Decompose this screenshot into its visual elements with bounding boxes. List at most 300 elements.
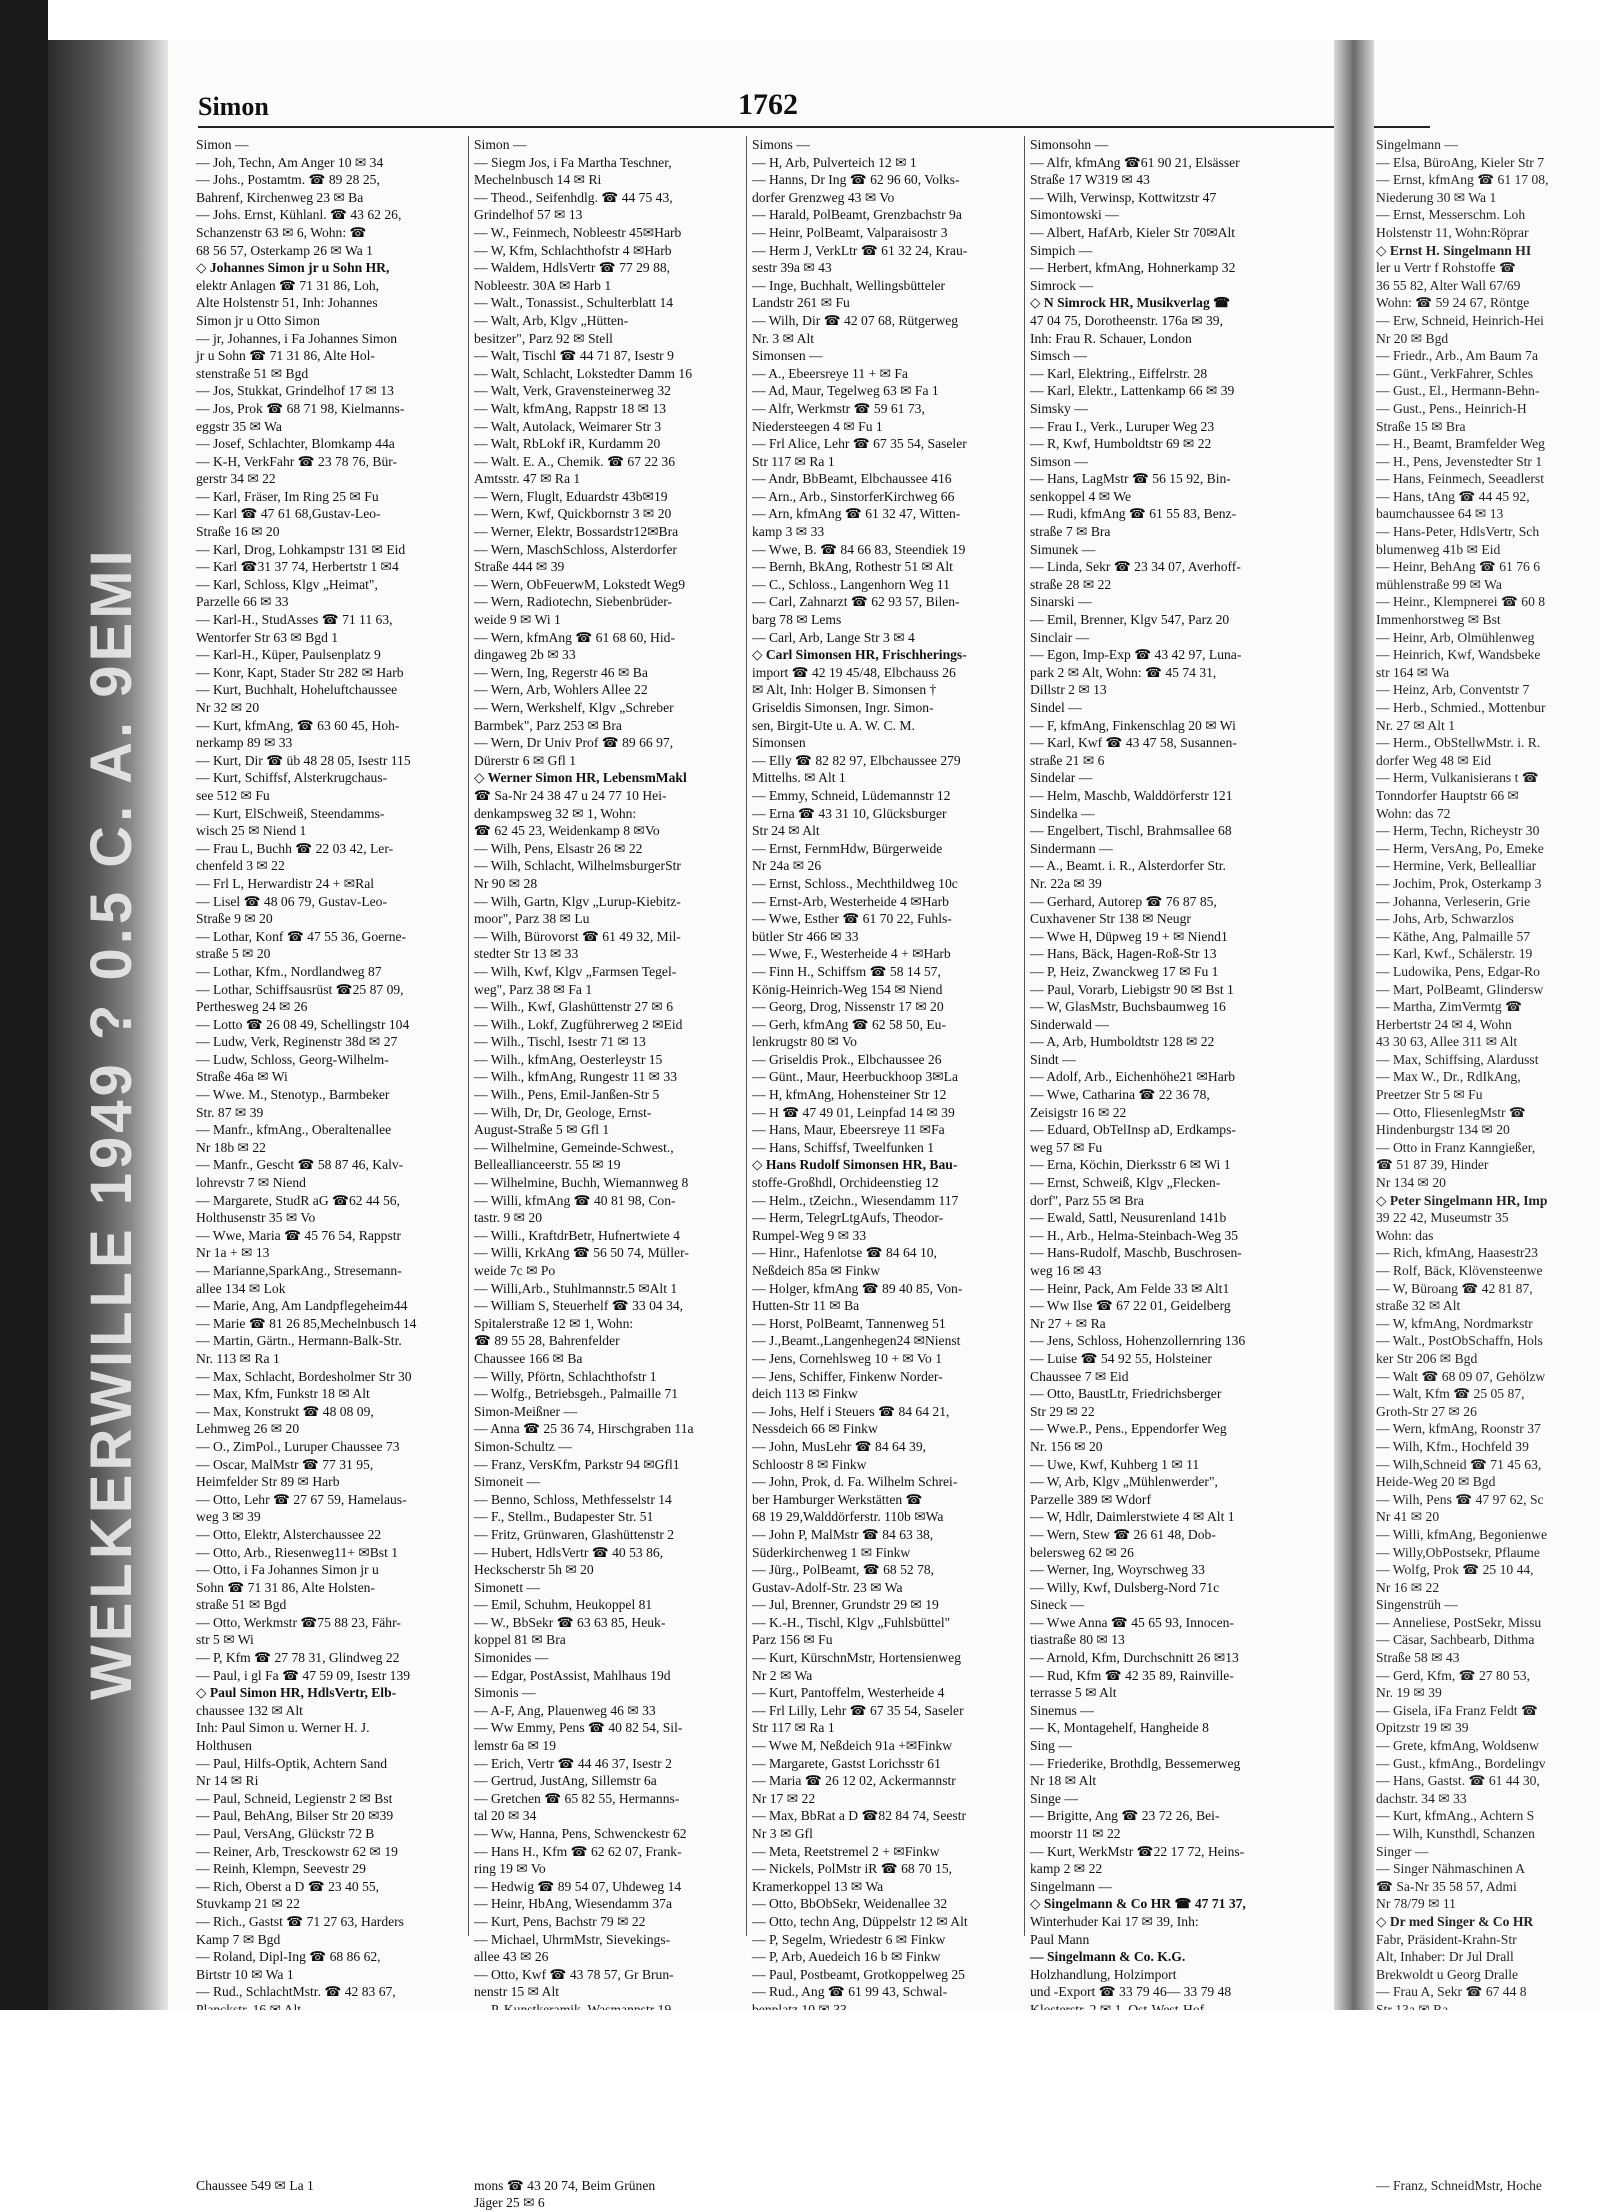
directory-entry: — Wilh, Pens, Elsastr 26 ✉ 22 xyxy=(474,840,643,856)
directory-entry: — Egon, Imp-Exp ☎ 43 42 97, Luna- xyxy=(1030,647,1242,663)
directory-entry: Simons — xyxy=(752,137,810,152)
directory-entry: Sinarski — xyxy=(1030,594,1092,610)
directory-entry: tastr. 9 ✉ 20 xyxy=(474,1210,543,1226)
directory-entry: stoffe-Großhdl, Orchideenstieg 12 xyxy=(752,1175,939,1191)
directory-entry: Wohn: das xyxy=(1376,1227,1434,1243)
directory-entry: August-Straße 5 ✉ Gfl 1 xyxy=(474,1122,610,1138)
directory-entry: — Franz, VersKfm, Parkstr 94 ✉Gfl1 xyxy=(474,1456,680,1472)
directory-entry: — Hans, Gastst. ☎ 61 44 30, xyxy=(1376,1773,1540,1789)
directory-entry: — K, Montagehelf, Hangheide 8 xyxy=(1030,1720,1209,1736)
directory-entry: Immenhorstweg ✉ Bst xyxy=(1376,612,1501,628)
directory-entry: — Walt., PostObSchaffn, Hols xyxy=(1376,1333,1543,1349)
directory-entry: — Lisel ☎ 48 06 79, Gustav-Leo- xyxy=(196,893,387,909)
directory-entry: — Theod., Seifenhdlg. ☎ 44 75 43, xyxy=(474,189,673,205)
directory-entry: Opitzstr 19 ✉ 39 xyxy=(1376,1720,1469,1736)
directory-entry: — Arn, kfmAng ☎ 61 32 47, Witten- xyxy=(752,506,961,522)
directory-entry: — Otto, Kwf ☎ 43 78 57, Gr Brun- xyxy=(474,1966,674,1982)
directory-entry: — Engelbert, Tischl, Brahmsallee 68 xyxy=(1030,823,1232,839)
directory-entry: — Kurt, Buchhalt, Hoheluftchaussee xyxy=(196,682,398,698)
directory-entry: Straße 46a ✉ Wi xyxy=(196,1069,288,1085)
directory-entry: — Johs, Helf i Steuers ☎ 84 64 21, xyxy=(752,1403,950,1419)
directory-entry: — Friedr., Arb., Am Baum 7a xyxy=(1376,348,1538,364)
directory-entry: — J.,Beamt.,Langenhegen24 ✉Nienst xyxy=(752,1333,961,1349)
directory-entry: — Margarete, Gastst Lorichsstr 61 xyxy=(752,1755,941,1771)
directory-entry: — Ernst, Schloss., Mechthildweg 10c xyxy=(752,875,958,891)
directory-entry: und -Export ☎ 33 79 46— 33 79 48 xyxy=(1030,1984,1232,2000)
directory-entry: Birtstr 10 ✉ Wa 1 xyxy=(196,1966,294,1982)
directory-entry: Alt, Inhaber: Dr Jul Drall xyxy=(1376,1949,1514,1965)
directory-entry: — Kurt, KürschnMstr, Hortensienweg xyxy=(752,1650,961,1666)
directory-entry: Niedersteegen 4 ✉ Fu 1 xyxy=(752,418,883,434)
directory-entry: — Ernst, kfmAng ☎ 61 17 08, xyxy=(1376,172,1549,188)
directory-entry: — Wwe, Esther ☎ 61 70 22, Fuhls- xyxy=(752,911,952,927)
directory-entry: — Emmy, Schneid, Lüdemannstr 12 xyxy=(752,787,951,803)
directory-entry: mühlenstraße 99 ✉ Wa xyxy=(1376,576,1502,592)
directory-entry: — Ludowika, Pens, Edgar-Ro xyxy=(1376,963,1540,979)
directory-entry: — Wilh, Kunsthdl, Schanzen xyxy=(1376,1826,1535,1841)
directory-entry: Dillstr 2 ✉ 13 xyxy=(1030,682,1107,698)
directory-entry: Kramerkoppel 13 ✉ Wa xyxy=(752,1878,884,1894)
directory-entry: — Rud., Ang ☎ 61 99 43, Schwal- xyxy=(752,1984,948,2000)
directory-entry: Schanzenstr 63 ✉ 6, Wohn: ☎ xyxy=(196,224,367,240)
directory-entry: Perthesweg 24 ✉ 26 xyxy=(196,999,308,1015)
directory-entry: Landstr 261 ✉ Fu xyxy=(752,295,850,311)
directory-entry: — Margarete, StudR aG ☎62 44 56, xyxy=(196,1192,400,1208)
directory-entry: — W, Arb, Klgv „Mühlenwerder", xyxy=(1030,1474,1218,1490)
directory-entry: — Paul, Hilfs-Optik, Achtern Sand xyxy=(196,1755,388,1771)
directory-entry: — Käthe, Ang, Palmaille 57 xyxy=(1376,928,1531,944)
directory-entry: Nr. 113 ✉ Ra 1 xyxy=(196,1350,280,1366)
directory-entry: Sineck — xyxy=(1030,1597,1084,1613)
directory-entry: — Wern, Radiotechn, Siebenbrüder- xyxy=(474,594,673,610)
directory-entry: ◇ Ernst H. Singelmann HI xyxy=(1376,242,1532,258)
directory-entry: ✉ Alt, Inh: Holger B. Simonsen † xyxy=(752,682,937,698)
directory-entry: — Wwe M, Neßdeich 91a +✉Finkw xyxy=(752,1738,953,1754)
directory-entry: — Wilhelmine, Gemeinde-Schwest., xyxy=(474,1139,674,1155)
directory-entry: Nr 32 ✉ 20 xyxy=(196,700,260,715)
directory-entry: Simonsohn — xyxy=(1030,137,1109,152)
directory-entry: — Josef, Schlachter, Blomkamp 44a xyxy=(196,436,395,452)
directory-entry: — Gertrud, JustAng, Sillemstr 6a xyxy=(474,1773,657,1789)
directory-entry: — Wilh, Verwinsp, Kottwitzstr 47 xyxy=(1030,189,1217,205)
directory-entry: — A-F, Ang, Plauenweg 46 ✉ 33 xyxy=(474,1702,656,1718)
directory-entry: — Hubert, HdlsVertr ☎ 40 53 86, xyxy=(474,1544,664,1560)
directory-entry: — Waldem, HdlsVertr ☎ 77 29 88, xyxy=(474,260,671,276)
directory-entry: allee 43 ✉ 26 xyxy=(474,1949,549,1965)
directory-entry: weg 16 ✉ 43 xyxy=(1030,1263,1102,1278)
directory-entry: — Heinrich, Kwf, Wandsbeke xyxy=(1376,647,1541,663)
directory-entry: — Wwe, B. ☎ 84 66 83, Steendiek 19 xyxy=(752,541,966,557)
directory-entry: — Luise ☎ 54 92 55, Holsteiner xyxy=(1030,1350,1212,1366)
directory-entry: — Franz, SchneidMstr, Hoche xyxy=(1376,2177,1542,2193)
directory-entry: — Otto, techn Ang, Düppelstr 12 ✉ Alt xyxy=(752,1913,968,1929)
directory-entry: — Karl-H., StudAsses ☎ 71 11 63, xyxy=(196,612,393,628)
directory-entry: — Wilh., kfmAng, Oesterleystr 15 xyxy=(474,1051,663,1067)
directory-entry: — Heinr, BehAng ☎ 61 76 6 xyxy=(1376,559,1541,575)
directory-column-2 xyxy=(474,136,742,2211)
directory-entry: deich 113 ✉ Finkw xyxy=(752,1386,858,1402)
directory-entry: Holstenstr 11, Wohn:Röprar xyxy=(1376,224,1529,240)
directory-entry: — A., Ebeersreye 11 + ✉ Fa xyxy=(752,365,908,381)
directory-entry: Chaussee 166 ✉ Ba xyxy=(474,1350,583,1366)
directory-entry: Zeisigstr 16 ✉ 22 xyxy=(1030,1104,1127,1120)
directory-entry: ◇ N Simrock HR, Musikverlag ☎ xyxy=(1030,295,1231,311)
directory-entry: — Linda, Sekr ☎ 23 34 07, Averhoff- xyxy=(1030,559,1241,575)
directory-entry: — Hans-Rudolf, Maschb, Buschrosen- xyxy=(1030,1245,1242,1261)
directory-entry: gerstr 34 ✉ 22 xyxy=(196,471,276,487)
directory-entry: — C., Schloss., Langenhorn Weg 11 xyxy=(752,576,950,592)
directory-entry: Tonndorfer Hauptstr 66 ✉ xyxy=(1376,787,1519,803)
directory-entry: — Walt, kfmAng, Rappstr 18 ✉ 13 xyxy=(474,400,667,416)
directory-entry: — Ad, Maur, Tegelweg 63 ✉ Fa 1 xyxy=(752,383,939,399)
directory-column-next-page xyxy=(1376,136,1600,2193)
directory-entry: Parz 156 ✉ Fu xyxy=(752,1632,833,1648)
directory-entry: Paul Mann xyxy=(1030,1931,1090,1947)
directory-entry: Nr 3 ✉ Gfl xyxy=(752,1826,813,1841)
directory-entry: Stuvkamp 21 ✉ 22 xyxy=(196,1896,300,1912)
directory-entry: — Carl, Zahnarzt ☎ 62 93 57, Bilen- xyxy=(752,594,960,610)
directory-entry: Parzelle 389 ✉ Wdorf xyxy=(1030,1491,1151,1507)
directory-entry: — Marie, Ang, Am Landpflegeheim44 xyxy=(196,1298,408,1314)
directory-entry: Sindel — xyxy=(1030,700,1082,715)
directory-entry: — Helm, Maschb, Walddörferstr 121 xyxy=(1030,787,1233,803)
directory-entry: — Ww Ilse ☎ 67 22 01, Geidelberg xyxy=(1030,1298,1231,1314)
directory-entry: Sinclair — xyxy=(1030,629,1090,645)
directory-entry: Süderkirchenweg 1 ✉ Finkw xyxy=(752,1544,911,1560)
directory-entry: — Reiner, Arb, Tresckowstr 62 ✉ 19 xyxy=(196,1843,398,1859)
directory-entry: Sindelar — xyxy=(1030,770,1093,786)
directory-entry: Nr 78/79 ✉ 11 xyxy=(1376,1896,1456,1912)
directory-entry: — Karl ☎ 47 61 68,Gustav-Leo- xyxy=(196,506,381,522)
directory-entry: — Wwe Anna ☎ 45 65 93, Innocen- xyxy=(1030,1614,1234,1630)
directory-entry: — Joh, Techn, Am Anger 10 ✉ 34 xyxy=(196,154,384,170)
directory-entry: — Otto, Lehr ☎ 27 67 59, Hamelaus- xyxy=(196,1491,407,1507)
directory-entry: Belleallianceerstr. 55 ✉ 19 xyxy=(474,1157,621,1173)
directory-entry: Simonett — xyxy=(474,1579,541,1595)
directory-entry: — Heinz, Arb, Conventstr 7 xyxy=(1376,682,1530,698)
directory-entry: mons ☎ 43 20 74, Beim Grünen xyxy=(474,2177,656,2193)
directory-entry: dachstr. 34 ✉ 33 xyxy=(1376,1790,1467,1806)
directory-entry: — Holger, kfmAng ☎ 89 40 85, Von- xyxy=(752,1280,963,1296)
directory-entry: lenkrugstr 80 ✉ Vo xyxy=(752,1034,857,1050)
directory-entry: Nr 1a + ✉ 13 xyxy=(196,1245,270,1261)
directory-entry: — Wilh., Tischl, Isestr 71 ✉ 13 xyxy=(474,1034,646,1050)
directory-entry: — Johs., Postamtm. ☎ 89 28 25, xyxy=(196,172,380,188)
directory-entry: — Johs, Arb, Schwarzlos xyxy=(1376,911,1514,927)
directory-entry: — Kurt, WerkMstr ☎22 17 72, Heins- xyxy=(1030,1843,1245,1859)
directory-entry: — Kurt, Pantoffelm, Westerheide 4 xyxy=(752,1685,945,1701)
directory-entry: Nr 90 ✉ 28 xyxy=(474,875,538,891)
directory-entry: — Edgar, PostAssist, Mahlhaus 19d xyxy=(474,1667,671,1683)
directory-entry: — Max, Schlacht, Bordesholmer Str 30 xyxy=(196,1368,412,1384)
directory-entry: — Karl-H., Küper, Paulsenplatz 9 xyxy=(196,647,381,663)
directory-entry: Simonsen xyxy=(752,735,806,751)
directory-entry: — H., Beamt, Bramfelder Weg xyxy=(1376,436,1545,452)
directory-entry: — Anneliese, PostSekr, Missu xyxy=(1376,1614,1542,1630)
directory-entry: — Horst, PolBeamt, Tannenweg 51 xyxy=(752,1315,946,1331)
directory-entry: — Wern, Ing, Regerstr 46 ✉ Ba xyxy=(474,664,648,680)
directory-entry: — Wwe, Catharina ☎ 22 36 78, xyxy=(1030,1087,1210,1103)
directory-entry: — Frau I., Verk., Luruper Weg 23 xyxy=(1030,418,1215,434)
directory-entry: — Lothar, Konf ☎ 47 55 36, Goerne- xyxy=(196,928,407,944)
directory-entry: 68 19 29,Walddörferstr. 110b ✉Wa xyxy=(752,1509,944,1525)
directory-entry: lohrevstr 7 ✉ Niend xyxy=(196,1175,306,1191)
directory-entry: — Hans, tAng ☎ 44 45 92, xyxy=(1376,488,1530,504)
directory-page xyxy=(168,40,1600,2211)
directory-entry: — Frl Lilly, Lehr ☎ 67 35 54, Saseler xyxy=(752,1702,964,1718)
directory-entry: — A, Arb, Humboldtstr 128 ✉ 22 xyxy=(1030,1034,1215,1050)
directory-entry: — Heinr., Klempnerei ☎ 60 8 xyxy=(1376,594,1546,610)
directory-entry: weide 9 ✉ Wi 1 xyxy=(474,612,561,628)
directory-entry: Gustav-Adolf-Str. 23 ✉ Wa xyxy=(752,1579,903,1595)
directory-entry: — Walt, Autolack, Weimarer Str 3 xyxy=(474,418,662,434)
directory-entry: — Meta, Reetstremel 2 + ✉Finkw xyxy=(752,1843,940,1859)
directory-entry: ☎ 62 45 23, Weidenkamp 8 ✉Vo xyxy=(474,823,660,839)
directory-entry: Griseldis Simonsen, Ingr. Simon- xyxy=(752,700,934,715)
directory-entry: — Gisela, iFa Franz Feldt ☎ xyxy=(1376,1702,1538,1718)
directory-entry: — Alfr, kfmAng ☎61 90 21, Elsässer xyxy=(1030,154,1240,170)
directory-entry: — Manfr., kfmAng., Oberaltenallee xyxy=(196,1122,392,1138)
directory-entry: — Herm J, VerkLtr ☎ 61 32 24, Krau- xyxy=(752,242,968,258)
directory-entry: — Cäsar, Sachbearb, Dithma xyxy=(1376,1632,1535,1648)
directory-entry: Str. 87 ✉ 39 xyxy=(196,1104,264,1120)
directory-entry: Kamp 7 ✉ Bgd xyxy=(196,1931,281,1947)
directory-entry: Simoneit — xyxy=(474,1474,541,1490)
directory-entry: — Herm, Vulkanisierans t ☎ xyxy=(1376,770,1539,786)
directory-entry: — Walt. E. A., Chemik. ☎ 67 22 36 xyxy=(474,453,675,469)
directory-entry: — P, Segelm, Wriedestr 6 ✉ Finkw xyxy=(752,1931,946,1947)
directory-entry: — Emil, Brenner, Klgv 547, Parz 20 xyxy=(1030,612,1230,628)
directory-entry: — Herm, TelegrLtgAufs, Theodor- xyxy=(752,1210,944,1226)
directory-entry: — Wilh,Schneid ☎ 71 45 63, xyxy=(1376,1456,1542,1472)
directory-entry: ◇ Hans Rudolf Simonsen HR, Bau- xyxy=(752,1157,958,1173)
directory-entry: — Griseldis Prok., Elbchaussee 26 xyxy=(752,1051,942,1067)
directory-entry: — Wilhelmine, Buchh, Wiemannweg 8 xyxy=(474,1175,689,1191)
directory-entry: ◇ Carl Simonsen HR, Frischherings- xyxy=(752,647,967,663)
directory-entry: Amtsstr. 47 ✉ Ra 1 xyxy=(474,471,581,487)
directory-entry: Straße 9 ✉ 20 xyxy=(196,911,273,927)
directory-entry: — Gerhard, Autorep ☎ 76 87 85, xyxy=(1030,893,1217,909)
directory-entry: Straße 16 ✉ 20 xyxy=(196,524,280,540)
directory-entry: — Herb., Schmied., Mottenbur xyxy=(1376,700,1546,715)
directory-entry: ◇ Werner Simon HR, LebensmMakl xyxy=(474,770,687,786)
directory-entry: Str 29 ✉ 22 xyxy=(1030,1403,1095,1419)
directory-entry: Str 117 ✉ Ra 1 xyxy=(752,1720,835,1736)
directory-entry: — W, kfmAng, Nordmarkstr xyxy=(1376,1315,1533,1331)
directory-entry: — Jos, Stukkat, Grindelhof 17 ✉ 13 xyxy=(196,383,394,399)
directory-entry: lemstr 6a ✉ 19 xyxy=(474,1738,556,1754)
directory-entry: Heide-Weg 20 ✉ Bgd xyxy=(1376,1474,1496,1490)
directory-entry: — Karl, Kwf., Schälerstr. 19 xyxy=(1376,946,1533,962)
directory-entry: stedter Str 13 ✉ 33 xyxy=(474,946,579,962)
directory-entry: besitzer", Parz 92 ✉ Stell xyxy=(474,330,613,346)
directory-entry: — Uwe, Kwf, Kuhberg 1 ✉ 11 xyxy=(1030,1456,1200,1472)
directory-entry: — Otto, BbObSekr, Weidenallee 32 xyxy=(752,1896,948,1912)
directory-entry: straße 21 ✉ 6 xyxy=(1030,752,1105,768)
column-divider xyxy=(1024,136,1025,1936)
directory-entry: Parzelle 66 ✉ 33 xyxy=(196,594,289,610)
directory-entry: — H, kfmAng, Hohensteiner Str 12 xyxy=(752,1087,947,1103)
directory-entry: — Karl ☎31 37 74, Herbertstr 1 ✉4 xyxy=(196,559,399,575)
directory-entry: — Wilh., Pens, Emil-Janßen-Str 5 xyxy=(474,1087,660,1103)
directory-entry: — W, GlasMstr, Buchsbaumweg 16 xyxy=(1030,999,1226,1015)
directory-entry: — Walt, Tischl ☎ 44 71 87, Isestr 9 xyxy=(474,348,674,364)
directory-entry: Sinemus — xyxy=(1030,1702,1094,1718)
directory-entry: — Lothar, Kfm., Nordlandweg 87 xyxy=(196,963,382,979)
directory-entry: — Paul, BehAng, Bilser Str 20 ✉39 xyxy=(196,1808,394,1824)
directory-entry: — H ☎ 47 49 01, Leinpfad 14 ✉ 39 xyxy=(752,1104,955,1120)
directory-entry: Chaussee 7 ✉ Eid xyxy=(1030,1368,1129,1384)
directory-entry: Nr 20 ✉ Bgd xyxy=(1376,330,1449,346)
scan-border xyxy=(0,0,48,2177)
directory-entry: Sindermann — xyxy=(1030,840,1113,856)
directory-entry: moor", Parz 38 ✉ Lu xyxy=(474,911,590,927)
directory-entry: — Hans, Feinmech, Seeadlerst xyxy=(1376,471,1544,487)
directory-entry: — Wilh, Bürovorst ☎ 61 49 32, Mil- xyxy=(474,928,681,944)
directory-entry: Simon jr u Otto Simon xyxy=(196,312,320,328)
directory-entry: — Wilh., Kwf, Glashüttenstr 27 ✉ 6 xyxy=(474,999,674,1015)
directory-entry: — Kurt, kfmAng., Achtern S xyxy=(1376,1808,1535,1824)
directory-entry: — Nickels, PolMstr iR ☎ 68 70 15, xyxy=(752,1861,953,1877)
directory-entry: — R, Kwf, Humboldtstr 69 ✉ 22 xyxy=(1030,436,1212,452)
directory-entry: — Walt, Arb, Klgv „Hütten- xyxy=(474,312,629,328)
directory-column-3 xyxy=(752,136,1020,2000)
directory-entry: — Singer Nähmaschinen A xyxy=(1376,1861,1526,1877)
directory-entry: — Fritz, Grünwaren, Glashüttenstr 2 xyxy=(474,1526,675,1542)
directory-entry: ker Str 206 ✉ Bgd xyxy=(1376,1350,1478,1366)
directory-entry: — H., Arb., Helma-Steinbach-Weg 35 xyxy=(1030,1227,1239,1243)
directory-entry: Simsch — xyxy=(1030,348,1088,364)
directory-entry: blumenweg 41b ✉ Eid xyxy=(1376,541,1501,557)
directory-entry: — Anna ☎ 25 36 74, Hirschgraben 11a xyxy=(474,1421,694,1437)
directory-entry: chaussee 132 ✉ Alt xyxy=(196,1702,303,1718)
directory-entry: — Max, Kfm, Funkstr 18 ✉ Alt xyxy=(196,1386,370,1402)
directory-entry: Simonis — xyxy=(474,1685,536,1701)
directory-entry: — Karl, Elektring., Eiffelrstr. 28 xyxy=(1030,365,1208,381)
directory-entry: — Ernst-Arb, Westerheide 4 ✉Harb xyxy=(752,893,949,909)
directory-entry: — Jürg., PolBeamt, ☎ 68 52 78, xyxy=(752,1562,935,1578)
directory-entry: weg 3 ✉ 39 xyxy=(196,1509,261,1525)
directory-entry: — Singelmann & Co. K.G. xyxy=(1030,1949,1186,1965)
directory-entry: — Willi, KrkAng ☎ 56 50 74, Müller- xyxy=(474,1245,689,1261)
directory-entry: — Wilh, Pens ☎ 47 97 62, Sc xyxy=(1376,1491,1544,1507)
directory-entry: — Wwe, Maria ☎ 45 76 54, Rappstr xyxy=(196,1227,402,1243)
directory-entry: — Harald, PolBeamt, Grenzbachstr 9a xyxy=(752,207,962,223)
directory-entry: — John, MusLehr ☎ 84 64 39, xyxy=(752,1438,927,1454)
directory-entry: — Erich, Vertr ☎ 44 46 37, Isestr 2 xyxy=(474,1755,672,1771)
directory-entry: ◇ Dr med Singer & Co HR xyxy=(1376,1913,1534,1929)
directory-entry: — Wilh., Lokf, Zugführerweg 2 ✉Eid xyxy=(474,1016,683,1032)
directory-entry: — Willi,Arb., Stuhlmannstr.5 ✉Alt 1 xyxy=(474,1280,678,1296)
directory-entry: — Günt., VerkFahrer, Schles xyxy=(1376,365,1534,381)
directory-entry: — Wwe H, Düpweg 19 + ✉ Niend1 xyxy=(1030,928,1228,944)
directory-entry: — Wern, Stew ☎ 26 61 48, Dob- xyxy=(1030,1526,1216,1542)
directory-entry: — Frau A, Sekr ☎ 67 44 8 xyxy=(1376,1984,1527,2000)
directory-entry: Simon — xyxy=(474,137,527,152)
directory-entry: Jäger 25 ✉ 6 xyxy=(474,2195,545,2211)
directory-entry: Wentorfer Str 63 ✉ Bgd 1 xyxy=(196,629,339,645)
header-rule xyxy=(198,126,1430,128)
directory-entry: Heimfelder Str 89 ✉ Harb xyxy=(196,1474,340,1490)
directory-entry: — Wern, ObFeuerwM, Lokstedt Weg9 xyxy=(474,576,686,592)
directory-entry: — Paul, i gl Fa ☎ 47 59 09, Isestr 139 xyxy=(196,1667,411,1683)
directory-entry: — Erna, Köchin, Dierksstr 6 ✉ Wi 1 xyxy=(1030,1157,1231,1173)
directory-entry: straße 5 ✉ 20 xyxy=(196,946,271,962)
directory-entry: denkampsweg 32 ✉ 1, Wohn: xyxy=(474,805,637,821)
directory-entry: — Rolf, Bäck, Klövensteenwe xyxy=(1376,1263,1543,1278)
directory-entry: — Jochim, Prok, Osterkamp 3 xyxy=(1376,875,1542,891)
directory-entry: koppel 81 ✉ Bra xyxy=(474,1632,566,1648)
directory-entry: Wohn: ☎ 59 24 67, Röntge xyxy=(1376,295,1530,311)
directory-entry: — Walt, Kfm ☎ 25 05 87, xyxy=(1376,1386,1525,1402)
directory-entry: — Finn H., Schiffsm ☎ 58 14 57, xyxy=(752,963,941,979)
directory-entry: terrasse 5 ✉ Alt xyxy=(1030,1685,1117,1701)
directory-entry: str 5 ✉ Wi xyxy=(196,1632,254,1648)
directory-entry: Neßdeich 85a ✉ Finkw xyxy=(752,1263,881,1278)
directory-entry: — Roland, Dipl-Ing ☎ 68 86 62, xyxy=(196,1949,381,1965)
directory-entry: — Ernst, FernmHdw, Bürgerweide xyxy=(752,840,943,856)
directory-entry: — A., Beamt. i. R., Alsterdorfer Str. xyxy=(1030,858,1226,874)
directory-entry: — Gerh, kfmAng ☎ 62 58 50, Eu- xyxy=(752,1016,947,1032)
directory-entry: ler u Vertr f Rohstoffe ☎ xyxy=(1376,260,1516,276)
directory-entry: dorfer Grenzweg 43 ✉ Vo xyxy=(752,189,895,205)
directory-entry: — Arnold, Kfm, Durchschnitt 26 ✉13 xyxy=(1030,1650,1239,1666)
directory-entry: Alte Holstenstr 51, Inh: Johannes xyxy=(196,295,378,311)
directory-entry: — Willi, kfmAng, Begonienwe xyxy=(1376,1526,1547,1542)
directory-entry: Fabr, Präsident-Krahn-Str xyxy=(1376,1931,1517,1947)
directory-entry: — Maria ☎ 26 12 02, Ackermannstr xyxy=(752,1773,956,1789)
directory-entry: ◇ Johannes Simon jr u Sohn HR, xyxy=(196,260,390,276)
directory-entry: str 164 ✉ Wa xyxy=(1376,664,1450,680)
directory-entry: — Marianne,SparkAng., Stresemann- xyxy=(196,1263,402,1278)
directory-entry: see 512 ✉ Fu xyxy=(196,787,270,803)
directory-entry: — Rich., Gastst ☎ 71 27 63, Harders xyxy=(196,1913,404,1929)
directory-entry: park 2 ✉ Alt, Wohn: ☎ 45 74 31, xyxy=(1030,664,1217,680)
directory-entry: — Willi., KraftdrBetr, Hufnertwiete 4 xyxy=(474,1227,680,1243)
directory-entry: Nr 18 ✉ Alt xyxy=(1030,1773,1097,1789)
directory-entry: Simunek — xyxy=(1030,541,1096,557)
directory-entry: — Herbert, kfmAng, Hohnerkamp 32 xyxy=(1030,260,1236,276)
directory-entry: — F, kfmAng, Finkenschlag 20 ✉ Wi xyxy=(1030,717,1236,733)
directory-entry: — Wilh, Dr, Dr, Geologe, Ernst- xyxy=(474,1104,652,1120)
directory-entry: — Otto, FliesenlegMstr ☎ xyxy=(1376,1104,1526,1120)
page-gutter xyxy=(1334,40,1374,2010)
directory-entry: barg 78 ✉ Lems xyxy=(752,612,842,628)
directory-entry: kamp 3 ✉ 33 xyxy=(752,524,825,540)
directory-entry: Simpich — xyxy=(1030,242,1093,258)
directory-entry: — Gust., kfmAng., Bordelingv xyxy=(1376,1755,1546,1771)
directory-entry: Mechelnbusch 14 ✉ Ri xyxy=(474,172,602,188)
directory-entry: — W., BbSekr ☎ 63 63 85, Heuk- xyxy=(474,1614,666,1630)
directory-entry: Barmbek", Parz 253 ✉ Bra xyxy=(474,717,622,733)
directory-entry: Simon — xyxy=(196,137,249,152)
directory-entry: — Hans, Maur, Ebeersreye 11 ✉Fa xyxy=(752,1122,945,1138)
directory-entry: — Walt ☎ 68 09 07, Gehölzw xyxy=(1376,1368,1546,1384)
directory-entry: Wohn: das 72 xyxy=(1376,805,1451,821)
directory-entry: Nr 27 + ✉ Ra xyxy=(1030,1315,1106,1331)
directory-entry: — Herm., ObStellwMstr. i. R. xyxy=(1376,735,1541,751)
directory-entry: — Walt, Verk, Gravensteinerweg 32 xyxy=(474,383,671,399)
directory-entry: — Carl, Arb, Lange Str 3 ✉ 4 xyxy=(752,629,915,645)
directory-entry: — Inge, Buchhalt, Wellingsbütteler xyxy=(752,277,946,293)
directory-entry: — Ewald, Sattl, Neusurenland 141b xyxy=(1030,1210,1227,1226)
directory-entry: nenstr 15 ✉ Alt xyxy=(474,1984,560,2000)
directory-entry: Simonsen — xyxy=(752,348,823,364)
directory-entry: Nr 17 ✉ 22 xyxy=(752,1790,816,1806)
directory-entry: Schloostr 8 ✉ Finkw xyxy=(752,1456,867,1472)
directory-entry: Simsky — xyxy=(1030,400,1088,416)
directory-entry: — Otto, Arb., Riesenweg11+ ✉Bst 1 xyxy=(196,1544,399,1560)
